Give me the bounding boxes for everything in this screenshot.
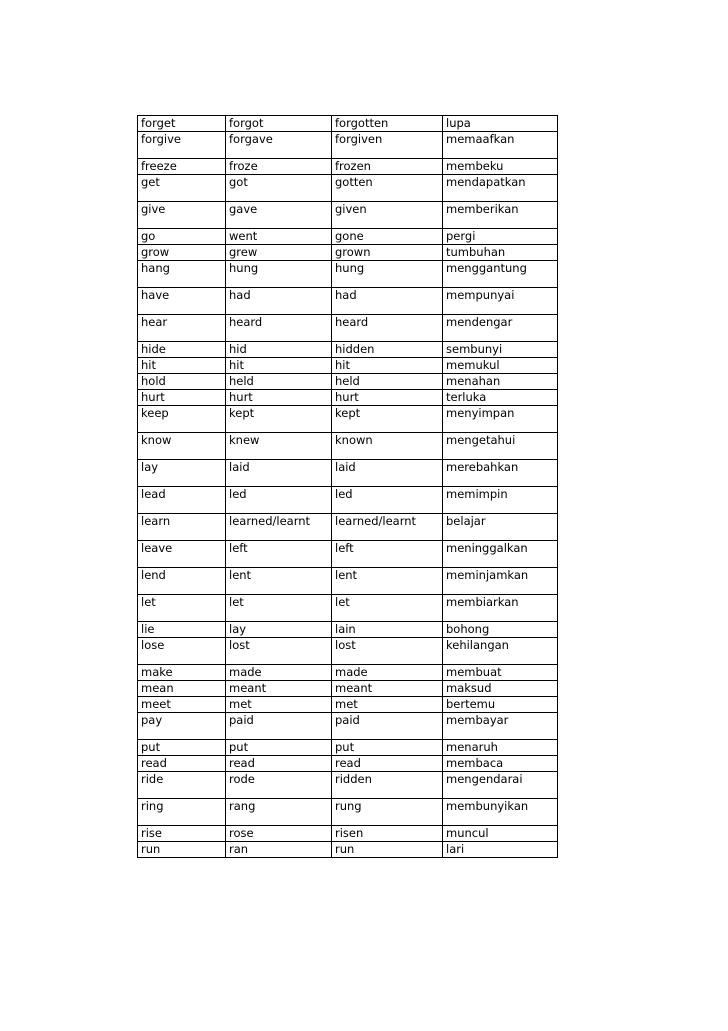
meaning-cell: membuat <box>443 665 558 681</box>
past-tense-cell: had <box>226 288 332 315</box>
past-tense-cell: lent <box>226 568 332 595</box>
table-row <box>138 202 558 229</box>
past-tense-cell: paid <box>226 713 332 740</box>
past-tense-cell: forgave <box>226 132 332 159</box>
table-row <box>138 487 558 514</box>
past-participle-cell: hung <box>332 261 443 288</box>
verbs-table-body <box>138 116 558 858</box>
base-form-cell: give <box>138 202 226 229</box>
past-tense-cell: meant <box>226 681 332 697</box>
past-tense-cell: went <box>226 229 332 245</box>
base-form-cell: lose <box>138 638 226 665</box>
past-tense-cell: rose <box>226 826 332 842</box>
past-tense-cell: hung <box>226 261 332 288</box>
base-form-cell: ring <box>138 799 226 826</box>
past-participle-cell: left <box>332 541 443 568</box>
past-participle-cell: hurt <box>332 390 443 406</box>
meaning-cell: membeku <box>443 159 558 175</box>
past-participle-cell: forgiven <box>332 132 443 159</box>
base-form-cell: put <box>138 740 226 756</box>
past-participle-cell: gotten <box>332 175 443 202</box>
meaning-cell: sembunyi <box>443 342 558 358</box>
base-form-cell: go <box>138 229 226 245</box>
past-tense-cell: held <box>226 374 332 390</box>
past-tense-cell: read <box>226 756 332 772</box>
table-row <box>138 665 558 681</box>
meaning-cell: mendapatkan <box>443 175 558 202</box>
base-form-cell: get <box>138 175 226 202</box>
meaning-cell: bertemu <box>443 697 558 713</box>
meaning-cell: lupa <box>443 116 558 132</box>
past-tense-cell: gave <box>226 202 332 229</box>
table-row <box>138 541 558 568</box>
base-form-cell: mean <box>138 681 226 697</box>
base-form-cell: hit <box>138 358 226 374</box>
base-form-cell: grow <box>138 245 226 261</box>
base-form-cell: keep <box>138 406 226 433</box>
meaning-cell: menaruh <box>443 740 558 756</box>
meaning-cell: tumbuhan <box>443 245 558 261</box>
table-row <box>138 358 558 374</box>
past-participle-cell: forgotten <box>332 116 443 132</box>
table-row <box>138 245 558 261</box>
table-row <box>138 406 558 433</box>
base-form-cell: lend <box>138 568 226 595</box>
past-participle-cell: lost <box>332 638 443 665</box>
meaning-cell: membaca <box>443 756 558 772</box>
base-form-cell: rise <box>138 826 226 842</box>
table-row <box>138 772 558 799</box>
past-participle-cell: ridden <box>332 772 443 799</box>
past-tense-cell: hit <box>226 358 332 374</box>
past-tense-cell: met <box>226 697 332 713</box>
table-row <box>138 568 558 595</box>
base-form-cell: read <box>138 756 226 772</box>
table-row <box>138 433 558 460</box>
past-participle-cell: frozen <box>332 159 443 175</box>
past-tense-cell: froze <box>226 159 332 175</box>
past-participle-cell: meant <box>332 681 443 697</box>
table-row <box>138 740 558 756</box>
base-form-cell: hide <box>138 342 226 358</box>
past-participle-cell: gone <box>332 229 443 245</box>
past-tense-cell: heard <box>226 315 332 342</box>
table-row <box>138 374 558 390</box>
table-row <box>138 229 558 245</box>
meaning-cell: maksud <box>443 681 558 697</box>
meaning-cell: bohong <box>443 622 558 638</box>
past-participle-cell: heard <box>332 315 443 342</box>
past-participle-cell: met <box>332 697 443 713</box>
table-row <box>138 756 558 772</box>
past-participle-cell: kept <box>332 406 443 433</box>
past-participle-cell: known <box>332 433 443 460</box>
table-row <box>138 288 558 315</box>
meaning-cell: mengetahui <box>443 433 558 460</box>
meaning-cell: memukul <box>443 358 558 374</box>
past-participle-cell: read <box>332 756 443 772</box>
table-row <box>138 116 558 132</box>
table-row <box>138 315 558 342</box>
meaning-cell: kehilangan <box>443 638 558 665</box>
past-participle-cell: led <box>332 487 443 514</box>
past-tense-cell: hid <box>226 342 332 358</box>
meaning-cell: meminjamkan <box>443 568 558 595</box>
past-participle-cell: held <box>332 374 443 390</box>
table-row <box>138 826 558 842</box>
meaning-cell: membiarkan <box>443 595 558 622</box>
table-row <box>138 132 558 159</box>
base-form-cell: learn <box>138 514 226 541</box>
table-row <box>138 697 558 713</box>
past-tense-cell: learned/learnt <box>226 514 332 541</box>
base-form-cell: hold <box>138 374 226 390</box>
past-tense-cell: got <box>226 175 332 202</box>
past-tense-cell: ran <box>226 842 332 858</box>
past-participle-cell: let <box>332 595 443 622</box>
base-form-cell: hurt <box>138 390 226 406</box>
table-row <box>138 842 558 858</box>
table-row <box>138 390 558 406</box>
past-tense-cell: let <box>226 595 332 622</box>
meaning-cell: menyimpan <box>443 406 558 433</box>
base-form-cell: ride <box>138 772 226 799</box>
meaning-cell: meninggalkan <box>443 541 558 568</box>
table-row <box>138 261 558 288</box>
past-participle-cell: rung <box>332 799 443 826</box>
past-tense-cell: forgot <box>226 116 332 132</box>
table-row <box>138 342 558 358</box>
past-participle-cell: had <box>332 288 443 315</box>
base-form-cell: forget <box>138 116 226 132</box>
meaning-cell: memberikan <box>443 202 558 229</box>
meaning-cell: menahan <box>443 374 558 390</box>
meaning-cell: terluka <box>443 390 558 406</box>
base-form-cell: leave <box>138 541 226 568</box>
past-tense-cell: lost <box>226 638 332 665</box>
past-participle-cell: put <box>332 740 443 756</box>
past-tense-cell: knew <box>226 433 332 460</box>
past-tense-cell: led <box>226 487 332 514</box>
meaning-cell: belajar <box>443 514 558 541</box>
meaning-cell: lari <box>443 842 558 858</box>
base-form-cell: forgive <box>138 132 226 159</box>
base-form-cell: lead <box>138 487 226 514</box>
table-row <box>138 514 558 541</box>
table-row <box>138 595 558 622</box>
base-form-cell: make <box>138 665 226 681</box>
past-participle-cell: lain <box>332 622 443 638</box>
base-form-cell: lie <box>138 622 226 638</box>
table-row <box>138 460 558 487</box>
past-participle-cell: laid <box>332 460 443 487</box>
past-participle-cell: made <box>332 665 443 681</box>
past-tense-cell: kept <box>226 406 332 433</box>
past-tense-cell: made <box>226 665 332 681</box>
past-participle-cell: grown <box>332 245 443 261</box>
table-row <box>138 159 558 175</box>
past-participle-cell: hit <box>332 358 443 374</box>
meaning-cell: membunyikan <box>443 799 558 826</box>
meaning-cell: muncul <box>443 826 558 842</box>
past-participle-cell: run <box>332 842 443 858</box>
meaning-cell: memimpin <box>443 487 558 514</box>
meaning-cell: mengendarai <box>443 772 558 799</box>
past-participle-cell: hidden <box>332 342 443 358</box>
base-form-cell: lay <box>138 460 226 487</box>
base-form-cell: have <box>138 288 226 315</box>
past-tense-cell: hurt <box>226 390 332 406</box>
table-row <box>138 622 558 638</box>
past-participle-cell: lent <box>332 568 443 595</box>
meaning-cell: merebahkan <box>443 460 558 487</box>
past-participle-cell: risen <box>332 826 443 842</box>
table-row <box>138 175 558 202</box>
table-row <box>138 799 558 826</box>
past-participle-cell: learned/learnt <box>332 514 443 541</box>
meaning-cell: memaafkan <box>443 132 558 159</box>
past-tense-cell: lay <box>226 622 332 638</box>
meaning-cell: mempunyai <box>443 288 558 315</box>
past-participle-cell: paid <box>332 713 443 740</box>
base-form-cell: run <box>138 842 226 858</box>
base-form-cell: hear <box>138 315 226 342</box>
past-participle-cell: given <box>332 202 443 229</box>
meaning-cell: mendengar <box>443 315 558 342</box>
base-form-cell: let <box>138 595 226 622</box>
table-row <box>138 638 558 665</box>
past-tense-cell: laid <box>226 460 332 487</box>
past-tense-cell: rode <box>226 772 332 799</box>
table-row <box>138 681 558 697</box>
base-form-cell: pay <box>138 713 226 740</box>
past-tense-cell: left <box>226 541 332 568</box>
past-tense-cell: grew <box>226 245 332 261</box>
irregular-verbs-table <box>137 115 558 858</box>
base-form-cell: know <box>138 433 226 460</box>
meaning-cell: pergi <box>443 229 558 245</box>
meaning-cell: membayar <box>443 713 558 740</box>
base-form-cell: meet <box>138 697 226 713</box>
table-row <box>138 713 558 740</box>
past-tense-cell: put <box>226 740 332 756</box>
meaning-cell: menggantung <box>443 261 558 288</box>
base-form-cell: hang <box>138 261 226 288</box>
past-tense-cell: rang <box>226 799 332 826</box>
base-form-cell: freeze <box>138 159 226 175</box>
